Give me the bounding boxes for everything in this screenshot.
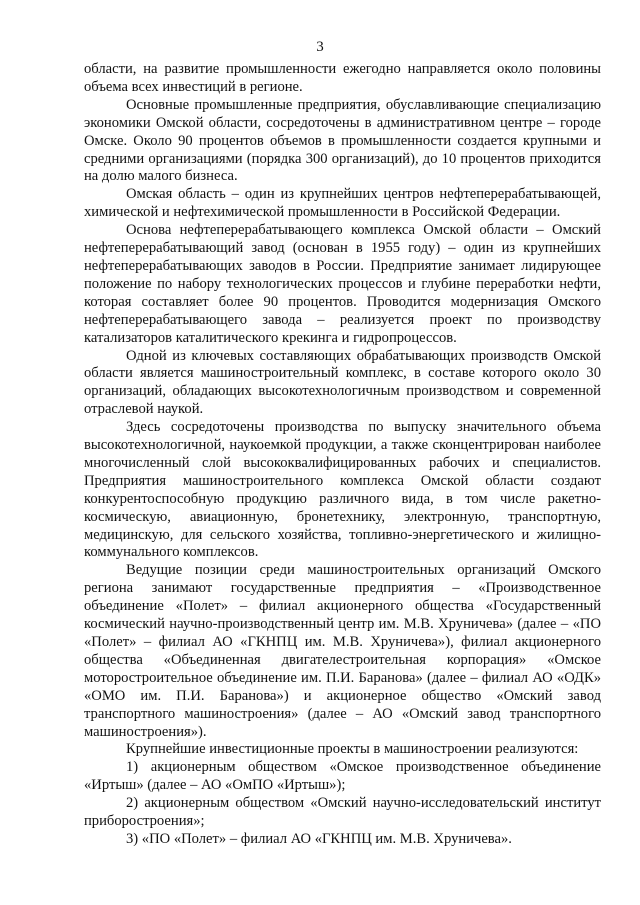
paragraph-3: Омская область – один из крупнейших центров нефтеперерабатывающей, химической и нефтехимической промышленности в Российской Федерации. (84, 186, 601, 221)
list-item-3: 3) «ПО «Полет» – филиал АО «ГКНПЦ им. М.В. Хруничева». (126, 830, 512, 847)
page-number: 3 (316, 39, 324, 55)
paragraph-1: области, на развитие промышленности ежегодно направляется около половины объема всех инвестиций в регионе. (84, 61, 601, 95)
paragraph-6: Здесь сосредоточены производства по выпуску значительного объема высокотехнологичной, наукоемкой продукции, а также сконцентрирован наиболее многочисленный слой высококвалифицированных рабочих и специалистов. Предприятия машиностроительного комплекса Омской области создают конкурентоспособную продукцию различного вида, в том числе ракетно-космическую, авиационную, бронетехнику, электронную, транспортную, медицинскую, для сельского хозяйства, топливно-энергетического и жилищно-коммунального комплексов. (84, 419, 601, 561)
paragraph-8: Крупнейшие инвестиционные проекты в машиностроении реализуются: (126, 741, 579, 758)
paragraph-5: Одной из ключевых составляющих обрабатывающих производств Омской области является машиностроительный комплекс, в составе которого около 30 организаций, обладающих высокотехнологичным производством и современной отраслевой наукой. (84, 347, 601, 418)
paragraph-4: Основа нефтеперерабатывающего комплекса Омской области – Омский нефтеперерабатывающий завод (основан в 1955 году) – один из крупнейших нефтеперерабатывающих заводов в России. Предприятие занимает лидирующее положение по набору технологических процессов и глубине переработки нефти, которая составляет более 90 процентов. Проводится модернизация Омского нефтеперерабатывающего завода – реализуется проект по производству катализаторов каталитического крекинга и гидропроцессов. (84, 222, 601, 346)
list-item-2: 2) акционерным обществом «Омский научно-исследовательский институт приборостроения»; (84, 795, 601, 830)
list-item-1: 1) акционерным обществом «Омское производственное объединение «Иртыш» (далее – АО «ОмПО «Иртыш»); (84, 759, 601, 794)
paragraph-7: Ведущие позиции среди машиностроительных организаций Омского региона занимают государственные предприятия – «Производственное объединение «Полет» – филиал акционерного общества «Государственный космический научно-производственный центр им. М.В. Хруничева» (далее – «ПО «Полет» – филиал АО «ГКНПЦ им. М.В. Хруничева»), филиал акционерного общества «Объединенная двигателестроительная корпорация» «Омское моторостроительное объединение им. П.И. Баранова» (далее – филиал АО «ОДК» «ОМО им. П.И. Баранова») и акционерное общество «Омский завод транспортного машиностроения» (далее – АО «Омский завод транспортного машиностроения»). (84, 562, 601, 740)
document-body (84, 61, 601, 849)
paragraph-2: Основные промышленные предприятия, обуславливающие специализацию экономики Омской области, сосредоточены в административном центре – городе Омске. Около 90 процентов объемов в промышленности создается крупными и средними организациями (порядка 300 организаций), до 10 процентов приходится на долю малого бизнеса. (84, 96, 601, 185)
